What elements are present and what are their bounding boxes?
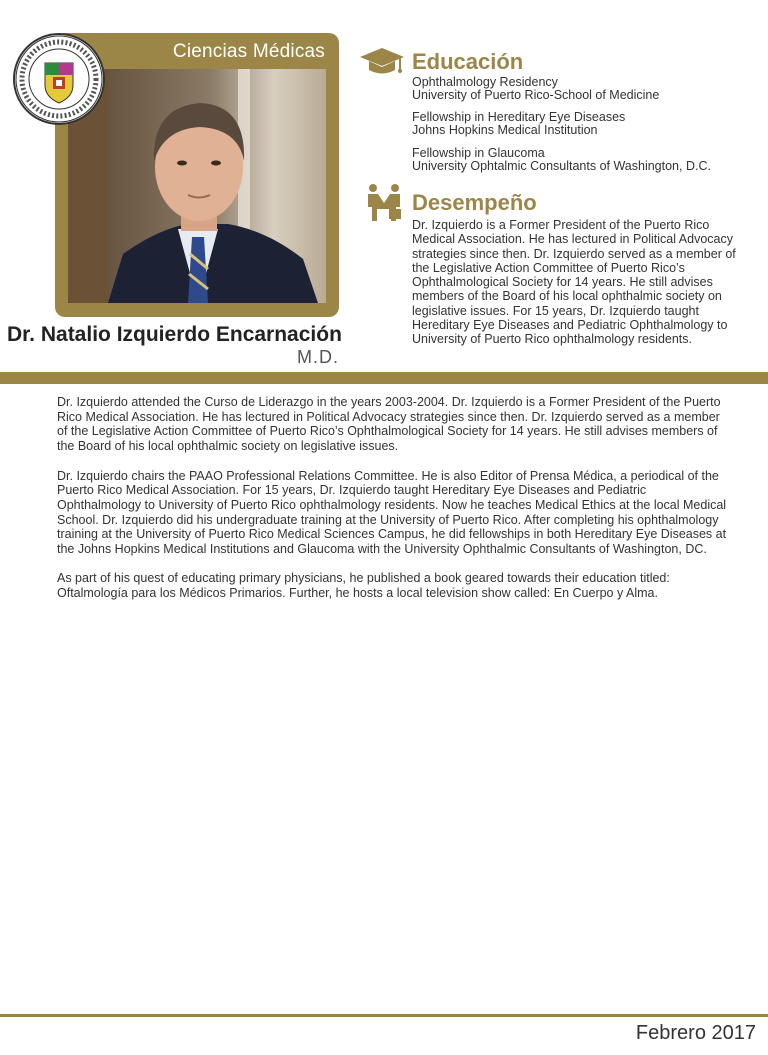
education-item	[412, 111, 625, 137]
footer-date: Febrero 2017	[635, 1022, 756, 1044]
education-item-degree: Fellowship in Glaucoma	[412, 146, 545, 160]
education-item-institution: University of Puerto Rico-School of Medicine	[412, 88, 660, 102]
person-degree: M.D.	[297, 347, 339, 367]
education-title: Educación	[412, 49, 524, 74]
portrait-illustration	[68, 69, 326, 303]
performance-text: Dr. Izquierdo is a Former President of the Puerto Rico Medical Association. He has lectured in Political Advocacy strategies since then. Dr. Izquierdo served as a member of the Legislative Action Committee of Puerto Rico’s Ophthalmological Society for 14 years. He still advises members of the Board of his local ophthalmic society on legislative issues. For 15 years, Dr. Izquierdo taught Hereditary Eye Diseases and Pediatric Ophthalmology to University of Puerto Rico ophthalmology residents.	[412, 218, 736, 347]
education-item-institution: University Ophtalmic Consultants of Washington, D.C.	[412, 159, 711, 173]
education-item-institution: Johns Hopkins Medical Institution	[412, 123, 598, 137]
education-item	[412, 147, 711, 173]
education-item	[412, 76, 659, 102]
biography	[57, 395, 732, 616]
divider-band	[0, 372, 768, 384]
person-name: Dr. Natalio Izquierdo Encarnación	[7, 323, 342, 346]
handshake-icon	[365, 183, 403, 223]
bio-paragraph: Dr. Izquierdo attended the Curso de Liderazgo in the years 2003-2004. Dr. Izquierdo is a Former President of the Puerto Rico Medical Association. He has lectured in Political Advocacy strategies since then. Dr. Izquierdo served as a member of the Legislative Action Committee of Puerto Rico’s Ophthalmological Society for 14 years. He still advises members of the Board of his local ophthalmic society on legislative issues.	[57, 395, 721, 454]
graduation-cap-icon	[360, 46, 404, 78]
bio-paragraph: As part of his quest of educating primary physicians, he published a book geared towards their education titled: Oftalmología para los Médicos Primarios. Further, he hosts a local television show called: En Cuerpo y Alma.	[57, 571, 670, 601]
university-seal	[13, 33, 105, 125]
bio-paragraph: Dr. Izquierdo chairs the PAAO Professional Relations Committee. He is also Editor of Prensa Médica, a periodical of the Puerto Rico Medical Association. For 15 years, Dr. Izquierdo taught Hereditary Eye Diseases and Pediatric Ophthalmology to University of Puerto Rico ophthalmology residents. Now he teaches Medical Ethics at the local Medical School. Dr. Izquierdo did his undergraduate training at the University of Puerto Rico. After completing his ophthalmology training at the University of Puerto Rico Medical Sciences Campus, he did fellowships in both Hereditary Eye Diseases at the Johns Hopkins Medical Institutions and Glaucoma with the University Ophthalmic Consultants of Washington, DC.	[57, 468, 727, 557]
education-item-degree: Fellowship in Hereditary Eye Diseases	[412, 110, 626, 124]
performance-title: Desempeño	[412, 190, 537, 215]
footer-rule	[0, 1014, 768, 1017]
frame-header-label: Ciencias Médicas	[172, 41, 325, 62]
education-item-degree: Ophthalmology Residency	[412, 75, 558, 89]
portrait-photo	[68, 69, 326, 303]
